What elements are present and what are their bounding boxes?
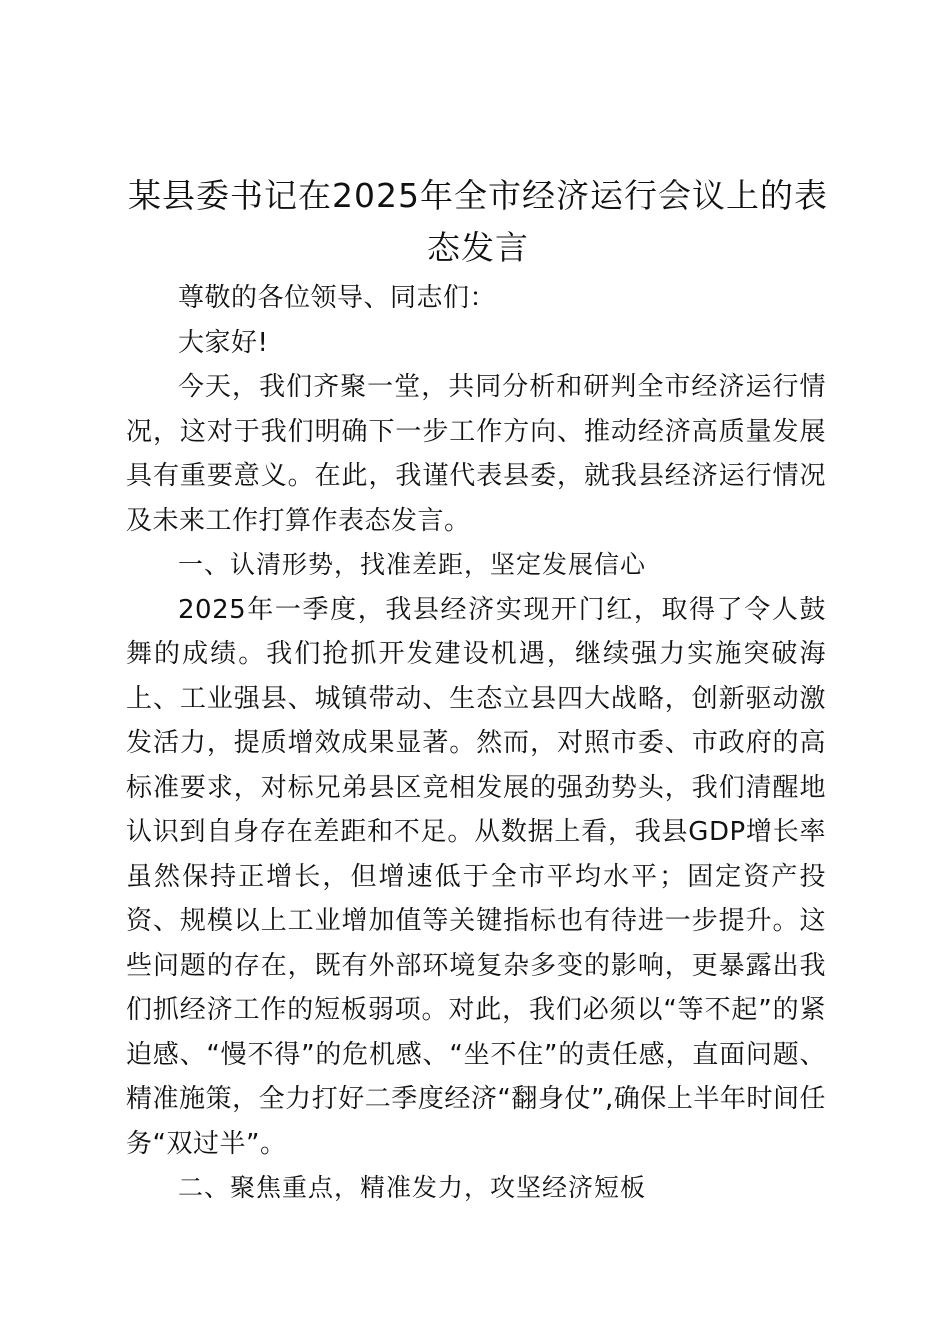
section-2-heading: 二、聚焦重点，精准发力，攻坚经济短板 (178, 1173, 647, 1202)
intro-paragraph: 今天，我们齐聚一堂，共同分析和研判全市经济运行情况，这对于我们明确下一步工作方向、推动经济高质量发展具有重要意义。在此，我谨代表县委，就我县经济运行情况及未来工作打算作表态发言。 (126, 372, 826, 536)
greeting: 大家好! (178, 327, 269, 358)
document-title: 某县委书记在2025年全市经济运行会议上的表态发言 (128, 176, 828, 267)
section-1-paragraph: 2025年一季度，我县经济实现开门红，取得了令人鼓舞的成绩。我们抢抓开发建设机遇，继续强力实施突破海上、工业强县、城镇带动、生态立县四大战略，创新驱动激发活力，提质增效成果显著。然而，对照市委、市政府的高标准要求，对标兄弟县区竞相发展的强劲势头，我们清醒地认识到自身存在差距和不足。从数据上看，我县GDP增长率虽然保持正增长，但增速低于全市平均水平；固定资产投资、规模以上工业增加值等关键指标也有待进一步提升。这些问题的存在，既有外部环境复杂多变的影响，更暴露出我们抓经济工作的短板弱项。对此，我们必须以“等不起”的紧迫感、“慢不得”的危机感、“坐不住”的责任感，直面问题、精准施策，全力打好二季度经济“翻身仗”,确保上半年时间任务“双过半”。 (126, 594, 826, 1159)
document-body (126, 276, 826, 1211)
salutation: 尊敬的各位领导、同志们： (178, 283, 497, 313)
section-1-heading: 一、认清形势，找准差距，坚定发展信心 (178, 550, 647, 579)
